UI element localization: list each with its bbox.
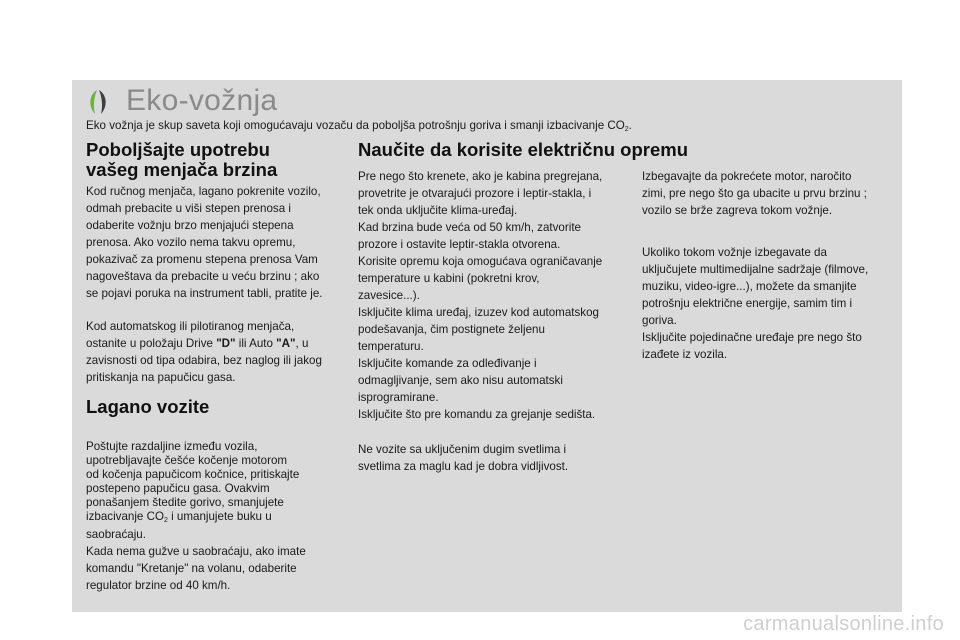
intro-text: Eko vožnja je skup saveta koji omogućavaju vozaču da poboljša potrošnju goriva i smanji izbacivanje $CO_2$. (86, 119, 632, 133)
paragraph-climate-control: Pre nego što krenete, ako je kabina pregrejana, provetrite je otvarajući prozore i leptir-stakla, i tek onda uključite klima-uređaj. Kad brzina bude veća od 50 km/h, zatvorite prozore i ostavite leptir-stakla otvorena. Korisite opremu koja omogućava ograničavanje temperature u kabini (pokretni krov, zavesice...). Isključite klima uređaj, izuzev kod automatskog podešavanja, čim postignete željenu temperaturu. Isključite komande za odleđivanje i odmagljivanje, sem ako nisu automatski isprogramirane. Isključite što pre komandu za grejanje sedišta. (358, 170, 603, 421)
paragraph-multimedia: Ukoliko tokom vožnje izbegavate da uključujete multimedijalne sadržaje (filmove, muziku, video-igre...), možete da smanjite potrošnju električne energije, samim tim i goriva. Isključite pojedinačne uređaje pre nego što izađete iz vozila. (642, 246, 869, 361)
paragraph-lights: Ne vozite sa uključenim dugim svetlima i svetlima za maglu kad je dobra vidljivost. (358, 443, 569, 473)
paragraph-drive-gently: Poštujte razdaljine između vozila, upotrebljavajte češće kočenje motorom od kočenja papučicom kočnice, pritiskajte postepeno papučicu gasa. Ovakvim ponašanjem štedite gorivo, smanjujete izbacivanje $CO_2$ i umanjujete buku u saobraćaju. (86, 440, 300, 541)
page-title: Eko-vožnja (126, 84, 278, 117)
heading-electrical-equipment: Naučite da korisite električnu opremu (358, 139, 689, 160)
paragraph-speed-regulator: Kada nema gužve u saobraćaju, ako imate komandu "Kretanje" na volanu, odaberite regulator brzine od 40 km/h. (86, 545, 306, 592)
leaf-icon (86, 89, 110, 115)
paragraph-automatic-gearbox: Kod automatskog ili pilotiranog menjača, ostanite u položaju Drive "D" ili Auto "A", u zavisnosti od tipa odabira, bez naglog ili jakog pritiskanja na papučicu gasa. (86, 320, 322, 384)
paragraph-engine-start: Izbegavajte da pokrećete motor, naročito zimi, pre nego što ga ubacite u prvu brzinu ; vozilo se brže zagreva tokom vožnje. (642, 170, 867, 217)
heading-drive-gently: Lagano vozite (86, 396, 210, 417)
watermark: carmanualsonline.info (743, 613, 944, 635)
paragraph-manual-gearbox: Kod ručnog menjača, lagano pokrenite vozilo, odmah prebacite u viši stepen prenosa i odaberite vožnju brzo menjajući stepena prenosa. Ako vozilo nema takvu opremu, pokazivač za promenu stepena prenosa Vam nagoveštava da prebacite u veću brzinu ; ako se pojavi poruka na instrument tabli, pratite je. (86, 185, 323, 300)
heading-gear-usage: Poboljšajte upotrebu vašeg menjača brzina (86, 139, 278, 180)
